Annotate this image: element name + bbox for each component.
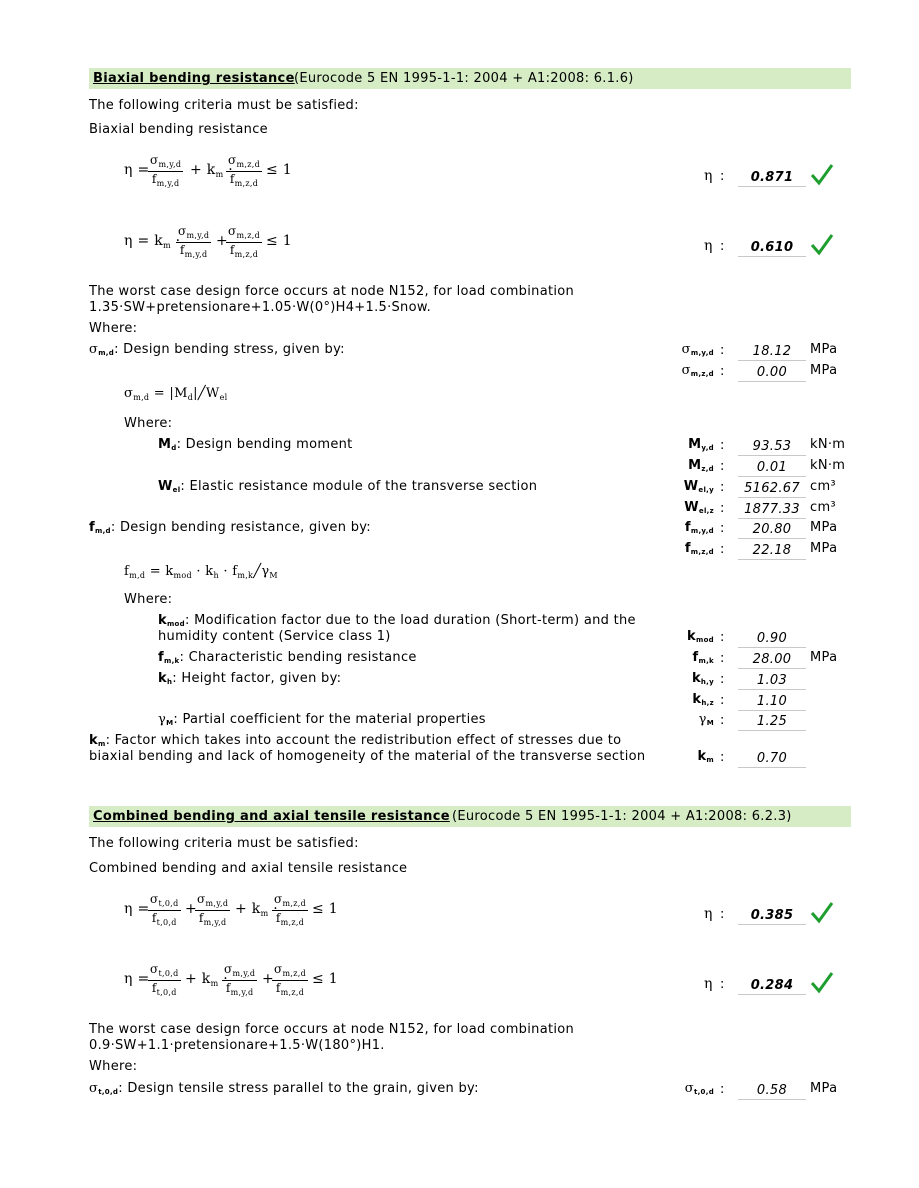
fmzd-value: 22.18 (738, 543, 806, 560)
sigma-mzd-value: 0.00 (738, 365, 806, 382)
eta-value-2: 0.610 (738, 240, 806, 257)
unit: MPa (810, 541, 838, 556)
subtitle: Biaxial bending resistance (89, 122, 268, 137)
equation-sigma-md: $\sigma_{m,d}$ = $|M_d|╱W_{el}$ (124, 386, 228, 402)
km-value: 0.70 (738, 751, 806, 768)
unit: kN·m (810, 458, 846, 473)
fmyd-value: 20.80 (738, 522, 806, 539)
where-label: Where: (124, 592, 173, 607)
fmzd-label: fm,z,d (684, 541, 714, 556)
khy-value: 1.03 (738, 673, 806, 690)
unit: cm³ (810, 500, 836, 515)
checkmark-icon (810, 970, 834, 994)
welz-value: 1877.33 (738, 502, 806, 519)
section-header-bending-tension (89, 806, 851, 827)
where-label: Where: (89, 321, 138, 336)
unit: kN·m (810, 437, 846, 452)
sigma-myd-label: σm,y,d (681, 342, 714, 357)
unit: cm³ (810, 479, 836, 494)
unit: MPa (810, 363, 838, 378)
kmod-definition-cont: humidity content (Service class 1) (158, 629, 391, 644)
fmk-value: 28.00 (738, 652, 806, 669)
kh-definition: kh: Height factor, given by: (158, 671, 342, 686)
eta-value-4: 0.284 (738, 978, 806, 995)
kmod-label: kmod (687, 629, 714, 644)
fmd-definition: fm,d: Design bending resistance, given by: (89, 520, 371, 535)
unit: MPa (810, 520, 838, 535)
wely-label: Wel,y (683, 479, 714, 494)
mzd-value: 0.01 (738, 460, 806, 477)
sigma-mzd-label: σm,z,d (681, 363, 714, 378)
km-label: km (697, 749, 714, 764)
myd-value: 93.53 (738, 439, 806, 456)
km-definition-cont: biaxial bending and lack of homogeneity of the material of the transverse section (89, 749, 646, 764)
worst-case-line1: The worst case design force occurs at node N152, for load combination (89, 284, 575, 299)
equation-fmd: $f_{m,d} = k_{mod} \cdot k_h$ · $f_{m,k}╱\gamma_M$ (124, 564, 278, 580)
gm-value: 1.25 (738, 714, 806, 731)
section-reference: (Eurocode 5 EN 1995-1-1: 2004 + A1:2008: 6.2.3) (452, 809, 792, 824)
section-reference: (Eurocode 5 EN 1995-1-1: 2004 + A1:2008: 6.1.6) (294, 71, 634, 86)
eta-value-1: 0.871 (738, 170, 806, 187)
unit: MPa (810, 342, 838, 357)
fmk-definition: fm,k: Characteristic bending resistance (158, 650, 417, 665)
gm-label: γM (698, 712, 714, 727)
criteria-text: The following criteria must be satisfied: (89, 836, 359, 851)
checkmark-icon (810, 232, 834, 256)
worst-case-line2: 0.9·SW+1.1·pretensionare+1.5·W(180°)H1. (89, 1038, 385, 1053)
fmyd-label: fm,y,d (684, 520, 714, 535)
worst-case-line2: 1.35·SW+pretensionare+1.05·W(0°)H4+1.5·Snow. (89, 300, 432, 315)
mzd-label: Mz,d (688, 458, 714, 473)
kmod-value: 0.90 (738, 631, 806, 648)
myd-label: My,d (688, 437, 714, 452)
unit: MPa (810, 650, 838, 665)
unit: MPa (810, 1081, 838, 1096)
welz-label: Wel,z (684, 500, 714, 515)
worst-case-line1: The worst case design force occurs at node N152, for load combination (89, 1022, 575, 1037)
gm-definition: γM: Partial coefficient for the material properties (158, 712, 486, 727)
eta-value-3: 0.385 (738, 908, 806, 925)
criteria-text: The following criteria must be satisfied: (89, 98, 359, 113)
sigma-t0d-definition: σt,0,d: Design tensile stress parallel to the grain, given by: (89, 1081, 479, 1096)
section-title: Biaxial bending resistance (93, 71, 295, 86)
kmod-definition: kmod: Modification factor due to the load duration (Short-term) and the (158, 613, 636, 628)
sigma-t0d-value: 0.58 (738, 1083, 806, 1100)
wel-definition: Wel: Elastic resistance module of the transverse section (158, 479, 538, 494)
where-label: Where: (89, 1059, 138, 1074)
khy-label: kh,y (691, 671, 714, 686)
fmk-label: fm,k (692, 650, 714, 665)
checkmark-icon (810, 162, 834, 186)
section-header-biaxial (89, 68, 851, 89)
checkmark-icon (810, 900, 834, 924)
section-title: Combined bending and axial tensile resistance (93, 809, 450, 824)
subtitle: Combined bending and axial tensile resistance (89, 861, 408, 876)
sigma-t0d-label: σt,0,d (684, 1081, 714, 1096)
km-definition: km: Factor which takes into account the redistribution effect of stresses due to (89, 733, 622, 748)
sigma-md-definition: σm,d: Design bending stress, given by: (89, 342, 345, 357)
md-definition: Md: Design bending moment (158, 437, 353, 452)
khz-value: 1.10 (738, 694, 806, 711)
wely-value: 5162.67 (738, 481, 806, 498)
khz-label: kh,z (692, 692, 714, 707)
sigma-myd-value: 18.12 (738, 344, 806, 361)
where-label: Where: (124, 416, 173, 431)
